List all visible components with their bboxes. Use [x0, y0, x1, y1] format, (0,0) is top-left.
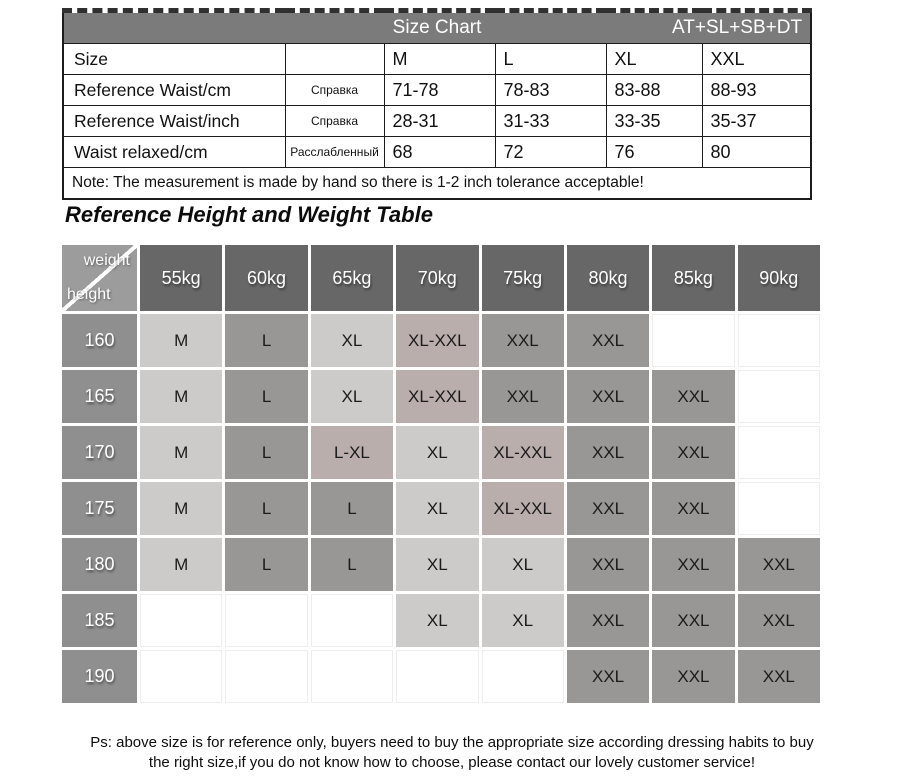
weight-header-cell: 55kg: [140, 245, 222, 311]
row-value: 76: [606, 137, 702, 168]
size-chart-header: [63, 11, 811, 44]
size-value-cell: M: [140, 314, 222, 367]
row-translation: Справка: [285, 106, 384, 137]
size-chart-title: Size Chart: [392, 17, 482, 38]
size-value-cell: [140, 650, 222, 703]
size-value-cell: [738, 482, 820, 535]
size-column-header: XXL: [702, 44, 811, 75]
weight-header-cell: 85kg: [652, 245, 734, 311]
weight-header-cell: 70kg: [396, 245, 478, 311]
size-value-cell: XXL: [567, 482, 649, 535]
height-cell: 190: [62, 650, 137, 703]
row-value: 33-35: [606, 106, 702, 137]
size-value-cell: [396, 650, 478, 703]
height-cell: 170: [62, 426, 137, 479]
size-value-cell: L: [225, 370, 307, 423]
row-value: 83-88: [606, 75, 702, 106]
size-value-cell: XL-XXL: [396, 314, 478, 367]
size-columns-row: [63, 44, 811, 75]
empty-header-cell: [285, 44, 384, 75]
size-column-header: L: [495, 44, 606, 75]
row-value: 71-78: [384, 75, 495, 106]
row-value: 72: [495, 137, 606, 168]
size-value-cell: XXL: [652, 370, 734, 423]
size-column-header: M: [384, 44, 495, 75]
size-value-cell: [140, 594, 222, 647]
size-value-cell: XL: [311, 370, 393, 423]
corner-height-label: height: [67, 286, 111, 303]
size-value-cell: XXL: [652, 594, 734, 647]
size-value-cell: L-XL: [311, 426, 393, 479]
row-label: Reference Waist/cm: [63, 75, 285, 106]
size-value-cell: XXL: [567, 426, 649, 479]
size-value-cell: L: [225, 482, 307, 535]
size-value-cell: XXL: [567, 370, 649, 423]
size-value-cell: XL-XXL: [396, 370, 478, 423]
size-chart-row: [63, 75, 811, 106]
size-value-cell: [225, 650, 307, 703]
row-value: 28-31: [384, 106, 495, 137]
size-value-cell: XXL: [652, 538, 734, 591]
row-value: 80: [702, 137, 811, 168]
size-value-cell: XL: [482, 594, 564, 647]
height-cell: 180: [62, 538, 137, 591]
size-value-cell: XXL: [652, 482, 734, 535]
height-weight-corner-cell: [62, 245, 137, 311]
footer-line-1: Ps: above size is for reference only, buyers need to buy the appropriate size according dressing habits to buy: [90, 734, 814, 751]
size-value-cell: [311, 594, 393, 647]
weight-header-cell: 65kg: [311, 245, 393, 311]
footer-note: [0, 733, 904, 774]
size-value-cell: M: [140, 538, 222, 591]
product-code-label: AT+SL+SB+DT: [671, 17, 803, 38]
size-value-cell: XL: [396, 426, 478, 479]
size-value-cell: [311, 650, 393, 703]
size-value-cell: XXL: [738, 538, 820, 591]
size-value-cell: XXL: [567, 594, 649, 647]
size-value-cell: XL: [482, 538, 564, 591]
size-value-cell: [225, 594, 307, 647]
height-cell: 185: [62, 594, 137, 647]
row-value: 31-33: [495, 106, 606, 137]
height-cell: 165: [62, 370, 137, 423]
size-value-cell: XL: [396, 594, 478, 647]
size-value-cell: [652, 314, 734, 367]
corner-weight-label: weight: [83, 252, 130, 269]
size-value-cell: XXL: [738, 650, 820, 703]
size-value-cell: [482, 650, 564, 703]
size-column-header: XL: [606, 44, 702, 75]
size-value-cell: XXL: [567, 538, 649, 591]
size-value-cell: XL: [396, 538, 478, 591]
size-value-cell: XXL: [482, 314, 564, 367]
size-chart-section: [62, 8, 810, 200]
weight-header-cell: 80kg: [567, 245, 649, 311]
size-chart-table: [62, 8, 812, 200]
size-value-cell: XL-XXL: [482, 482, 564, 535]
row-value: 68: [384, 137, 495, 168]
size-value-cell: XXL: [567, 314, 649, 367]
size-value-cell: XXL: [738, 594, 820, 647]
height-cell: 175: [62, 482, 137, 535]
size-value-cell: [738, 426, 820, 479]
size-value-cell: L: [225, 314, 307, 367]
size-chart-header-row: [63, 11, 811, 44]
size-value-cell: M: [140, 482, 222, 535]
size-value-cell: XXL: [567, 650, 649, 703]
size-chart-row: [63, 106, 811, 137]
size-value-cell: L: [225, 538, 307, 591]
size-value-cell: L: [225, 426, 307, 479]
row-translation: Расслабленный: [285, 137, 384, 168]
size-value-cell: M: [140, 426, 222, 479]
size-value-cell: L: [311, 538, 393, 591]
weight-header-cell: 60kg: [225, 245, 307, 311]
size-value-cell: XL-XXL: [482, 426, 564, 479]
weight-header-cell: 90kg: [738, 245, 820, 311]
height-cell: 160: [62, 314, 137, 367]
size-value-cell: XXL: [652, 426, 734, 479]
size-value-cell: XXL: [482, 370, 564, 423]
row-label: Waist relaxed/cm: [63, 137, 285, 168]
weight-header-cell: 75kg: [482, 245, 564, 311]
row-value: 35-37: [702, 106, 811, 137]
row-label: Reference Waist/inch: [63, 106, 285, 137]
size-value-cell: [738, 370, 820, 423]
size-chart-row: [63, 137, 811, 168]
height-weight-grid: [62, 245, 820, 703]
height-weight-table-heading: Reference Height and Weight Table: [65, 202, 433, 227]
note-row: [63, 168, 811, 200]
size-value-cell: XL: [311, 314, 393, 367]
footer-line-2: the right size,if you do not know how to choose, please contact our lovely customer service!: [148, 754, 756, 772]
size-value-cell: XXL: [652, 650, 734, 703]
row-value: 88-93: [702, 75, 811, 106]
size-chart-note: Note: The measurement is made by hand so there is 1-2 inch tolerance acceptable!: [63, 168, 811, 200]
row-translation: Справка: [285, 75, 384, 106]
size-value-cell: [738, 314, 820, 367]
size-value-cell: XL: [396, 482, 478, 535]
size-value-cell: L: [311, 482, 393, 535]
size-value-cell: M: [140, 370, 222, 423]
row-value: 78-83: [495, 75, 606, 106]
size-row-label: Size: [63, 44, 285, 75]
